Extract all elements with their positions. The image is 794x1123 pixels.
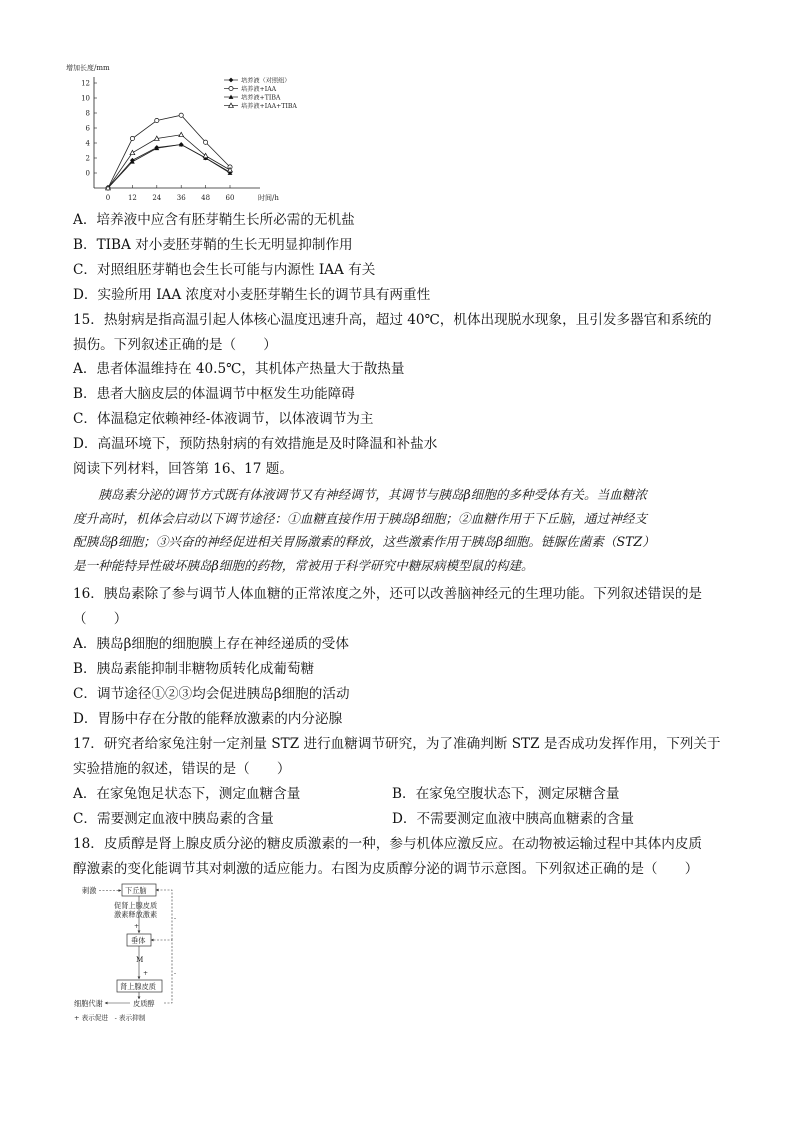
plus-sign: + <box>134 923 140 930</box>
q15-option-a: A．患者体温维持在 40.5℃，其机体产热量大于散热量 <box>73 361 405 377</box>
q18-stem-line2: 醇激素的变化能调节其对刺激的适应能力。右图为皮质醇分泌的调节示意图。下列叙述正确的是（ ） <box>73 861 699 877</box>
q14-option-d: D．实验所用 IAA 浓度对小麦胚芽鞘生长的调节具有两重性 <box>73 287 431 303</box>
chart-legend <box>224 77 297 111</box>
reading-intro: 阅读下列材料，回答第 16、17 题。 <box>73 461 293 477</box>
y-tick-label: 2 <box>85 154 90 163</box>
series-line <box>108 115 230 188</box>
q14-option-a: A．培养液中应含有胚芽鞘生长所必需的无机盐 <box>73 212 355 228</box>
cortisol-label: 皮质醇 <box>133 999 155 1008</box>
x-tick-label: 60 <box>225 194 235 202</box>
data-point <box>229 78 234 83</box>
hypothalamus-label: 下丘脑 <box>125 886 147 895</box>
adrenal-cortex-label: 肾上腺皮质 <box>120 982 156 991</box>
feedback-to-hypothalamus-arrow <box>156 890 172 940</box>
y-tick-label: 8 <box>85 109 90 118</box>
minus-sign: - <box>174 970 177 977</box>
x-tick-label: 48 <box>201 194 211 202</box>
legend-entry: 培养液+TIBA <box>241 94 281 102</box>
diagram-key: + 表示促进 - 表示抑制 <box>74 1014 146 1022</box>
reading-material <box>73 483 721 577</box>
legend-entry: 培养液+IAA <box>241 86 277 93</box>
q15-option-b: B．患者大脑皮层的体温调节中枢发生功能障碍 <box>73 386 355 402</box>
q16-option-d: D．胃肠中存在分散的能释放激素的内分泌腺 <box>73 711 343 727</box>
q15-stem-line1: 15．热射病是指高温引起人体核心温度迅速升高，超过 40℃，机体出现脱水现象，且引发多器官和系统的 <box>73 312 712 328</box>
x-axis-label: 时间/h <box>258 194 279 202</box>
q17-option-b: B．在家兔空腹状态下，测定尿糖含量 <box>392 786 620 802</box>
data-point <box>130 150 135 154</box>
y-tick-label: 0 <box>85 169 90 178</box>
crh-label-line1: 促肾上腺皮质 <box>114 901 158 910</box>
q16-stem-line2: （ ） <box>73 611 128 627</box>
plus-sign: + <box>143 970 149 977</box>
cell-metabolism-label: 细胞代谢 <box>74 999 103 1008</box>
crh-label-line2: 激素释放激素 <box>114 910 158 919</box>
data-point <box>179 113 183 117</box>
q14-option-c: C．对照组胚芽鞘也会生长可能与内源性 IAA 有关 <box>73 262 376 278</box>
x-tick-label: 12 <box>127 194 137 202</box>
feedback-to-pituitary-arrow <box>151 940 172 1003</box>
data-point <box>229 86 233 90</box>
material-line: 胰岛素分泌的调节方式既有体液调节又有神经调节，其调节与胰岛β细胞的多种受体有关。当血糖浓 <box>73 487 647 502</box>
y-tick-label: 6 <box>85 124 90 133</box>
q15-stem-line2: 损伤。下列叙述正确的是（ ） <box>73 337 277 353</box>
legend-entry: 培养液（对照组） <box>241 77 291 85</box>
legend-entry: 培养液+IAA+TIBA <box>241 103 297 110</box>
y-tick-label: 10 <box>81 94 90 103</box>
pituitary-label: 垂体 <box>131 936 146 945</box>
stimulus-label: 刺激 <box>82 886 97 895</box>
q15-option-d: D．高温环境下，预防热射病的有效措施是及时降温和补盐水 <box>73 436 438 452</box>
data-point <box>130 136 134 140</box>
data-point <box>179 132 184 136</box>
q16-option-c: C．调节途径①②③均会促进胰岛β细胞的活动 <box>73 686 350 702</box>
x-tick-label: 0 <box>105 194 111 202</box>
q17-stem-line1: 17．研究者给家兔注射一定剂量 STZ 进行血糖调节研究，为了准确判断 STZ 是否成功发挥作用，下列关于 <box>73 736 721 752</box>
x-tick-label: 24 <box>152 194 162 202</box>
data-point <box>204 140 208 144</box>
q17-option-a: A．在家兔饱足状态下，测定血糖含量 <box>73 786 301 802</box>
q15-option-c: C．体温稳定依赖神经-体液调节，以体液调节为主 <box>73 411 374 427</box>
minus-sign: - <box>174 915 177 922</box>
chart-series <box>106 113 233 190</box>
cortisol-regulation-diagram <box>72 880 182 1022</box>
q16-stem-line1: 16．胰岛素除了参与调节人体血糖的正常浓度之外，还可以改善脑神经元的生理功能。下列叙述错误的是 <box>73 586 703 602</box>
material-line: 是一种能特异性破坏胰岛β细胞的药物，常被用于科学研究中糖尿病模型鼠的构建。 <box>73 557 534 573</box>
x-tick-label: 36 <box>176 194 186 202</box>
m-label: M <box>136 955 144 964</box>
q16-option-b: B．胰岛素能抑制非糖物质转化成葡萄糖 <box>73 661 315 677</box>
q14-option-b: B．TIBA 对小麦胚芽鞘的生长无明显抑制作用 <box>73 237 353 253</box>
data-point <box>155 118 159 122</box>
q17-option-c: C．需要测定血液中胰岛素的含量 <box>73 811 274 827</box>
y-tick-label: 12 <box>81 79 90 88</box>
material-line: 度升高时，机体会启动以下调节途径：①血糖直接作用于胰岛β细胞；②血糖作用于下丘脑，通过神经支 <box>73 510 647 526</box>
material-line: 配胰岛β细胞；③兴奋的神经促进相关胃肠激素的释放，这些激素作用于胰岛β细胞。链脲佐菌素（STZ） <box>73 534 655 549</box>
y-axis-label: 增加长度/mm <box>66 64 110 72</box>
growth-line-chart <box>64 58 314 208</box>
q18-stem-line1: 18．皮质醇是肾上腺皮质分泌的糖皮质激素的一种，参与机体应激反应。在动物被运输过程中其体内皮质 <box>73 836 703 852</box>
q17-stem-line2: 实验措施的叙述，错误的是（ ） <box>73 761 291 777</box>
y-tick-label: 4 <box>85 139 90 148</box>
q17-option-d: D．不需要测定血液中胰高血糖素的含量 <box>392 811 634 827</box>
q16-option-a: A．胰岛β细胞的细胞膜上存在神经递质的受体 <box>73 636 349 652</box>
